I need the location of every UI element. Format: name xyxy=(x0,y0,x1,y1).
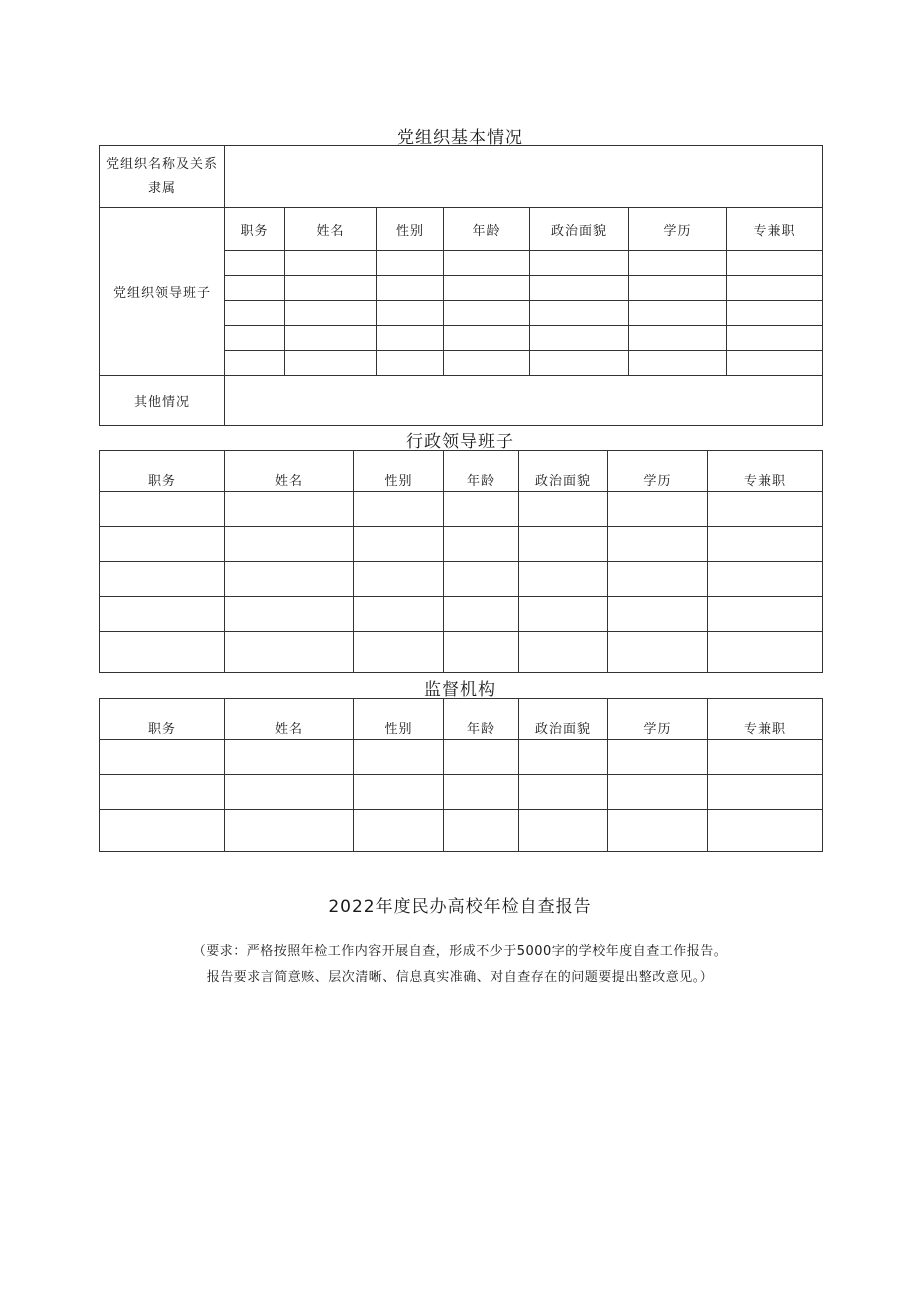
col-header-gender: 性别 xyxy=(354,451,444,492)
col-header-political-status: 政治面貌 xyxy=(519,451,608,492)
table-row xyxy=(100,562,823,597)
other-info-label: 其他情况 xyxy=(100,376,225,426)
col-header-employment-type: 专兼职 xyxy=(708,451,823,492)
col-header-political-status: 政治面貌 xyxy=(530,208,629,251)
col-header-political-status: 政治面貌 xyxy=(519,699,608,740)
report-requirement-line-2: 报告要求言简意赅、层次清晰、信息真实准确、对自查存在的问题要提出整改意见。） xyxy=(206,970,714,985)
col-header-name: 姓名 xyxy=(225,451,354,492)
col-header-age: 年龄 xyxy=(444,699,519,740)
col-header-position: 职务 xyxy=(225,208,285,251)
org-name-value[interactable] xyxy=(225,146,823,208)
col-header-gender: 性别 xyxy=(377,208,444,251)
other-info-value[interactable] xyxy=(225,376,823,426)
leadership-label: 党组织领导班子 xyxy=(100,208,225,376)
col-header-position: 职务 xyxy=(100,451,225,492)
col-header-age: 年龄 xyxy=(444,451,519,492)
table-row xyxy=(100,775,823,810)
supervision-table xyxy=(99,698,823,852)
report-title: 2022年度民办高校年检自查报告 xyxy=(328,897,592,917)
report-requirement-line-1: （要求：严格按照年检工作内容开展自查，形成不少于5000字的学校年度自查工作报告。 xyxy=(192,944,728,959)
admin-title: 行政领导班子 xyxy=(406,432,514,452)
col-header-name: 姓名 xyxy=(285,208,377,251)
party-org-title: 党组织基本情况 xyxy=(397,128,523,148)
table-row xyxy=(100,597,823,632)
col-header-age: 年龄 xyxy=(444,208,530,251)
party-org-table xyxy=(99,145,823,426)
admin-table xyxy=(99,450,823,673)
col-header-education: 学历 xyxy=(608,451,708,492)
col-header-position: 职务 xyxy=(100,699,225,740)
table-row xyxy=(100,492,823,527)
col-header-gender: 性别 xyxy=(354,699,444,740)
table-row xyxy=(100,632,823,673)
col-header-education: 学历 xyxy=(608,699,708,740)
org-name-label: 党组织名称及关系隶属 xyxy=(100,146,225,208)
supervision-title: 监督机构 xyxy=(424,680,496,700)
col-header-name: 姓名 xyxy=(225,699,354,740)
table-row xyxy=(100,740,823,775)
table-row xyxy=(100,527,823,562)
col-header-employment-type: 专兼职 xyxy=(727,208,823,251)
col-header-education: 学历 xyxy=(629,208,727,251)
col-header-employment-type: 专兼职 xyxy=(708,699,823,740)
table-row xyxy=(100,810,823,852)
